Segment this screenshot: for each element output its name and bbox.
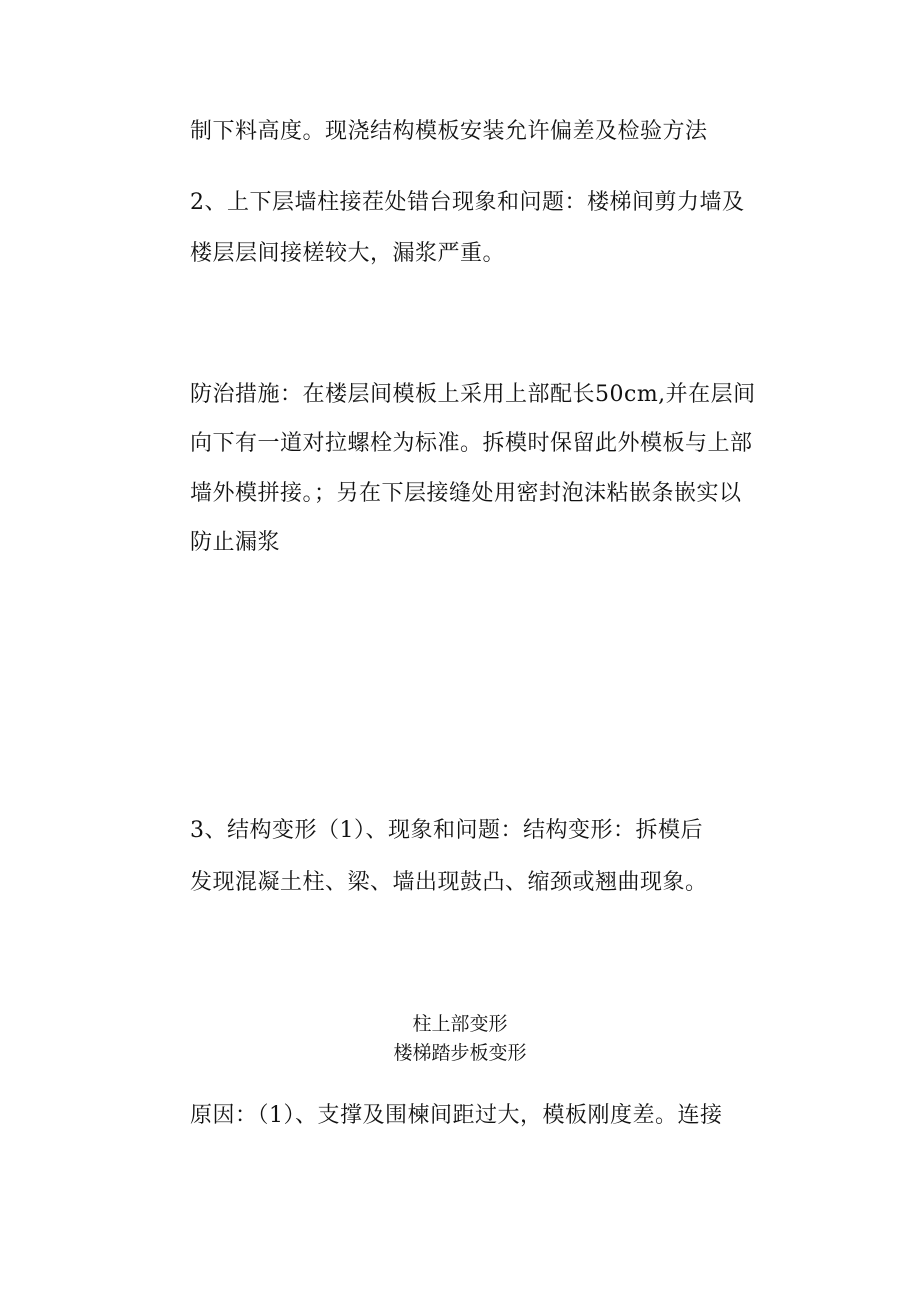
text-line-4: 防治措施：在楼层间模板上采用上部配长50cm,并在层间: [190, 382, 756, 407]
figure-caption-1: 柱上部变形: [412, 1013, 508, 1035]
text-line-1: 制下料高度。现浇结构模板安装允许偏差及检验方法: [190, 119, 708, 144]
text-line-2: 2、上下层墙柱接茬处错台现象和问题：楼梯间剪力墙及: [190, 190, 745, 215]
text-line-9: 发现混凝土柱、梁、墙出现鼓凸、缩颈或翘曲现象。: [190, 870, 708, 895]
text-line-8: 3、结构变形（1）、现象和问题：结构变形：拆模后: [190, 818, 703, 843]
figure-caption-2: 楼梯踏步板变形: [393, 1042, 527, 1064]
text-line-3: 楼层层间接槎较大，漏浆严重。: [190, 241, 506, 266]
text-line-5: 向下有一道对拉螺栓为标准。拆模时保留此外模板与上部: [190, 431, 753, 456]
text-line-6: 墙外模拼接。；另在下层接缝处用密封泡沫粘嵌条嵌实以: [190, 481, 742, 506]
text-line-7: 防止漏浆: [190, 530, 281, 555]
text-line-10: 原因：（1）、支撑及围楝间距过大，模板刚度差。连接: [190, 1103, 723, 1128]
